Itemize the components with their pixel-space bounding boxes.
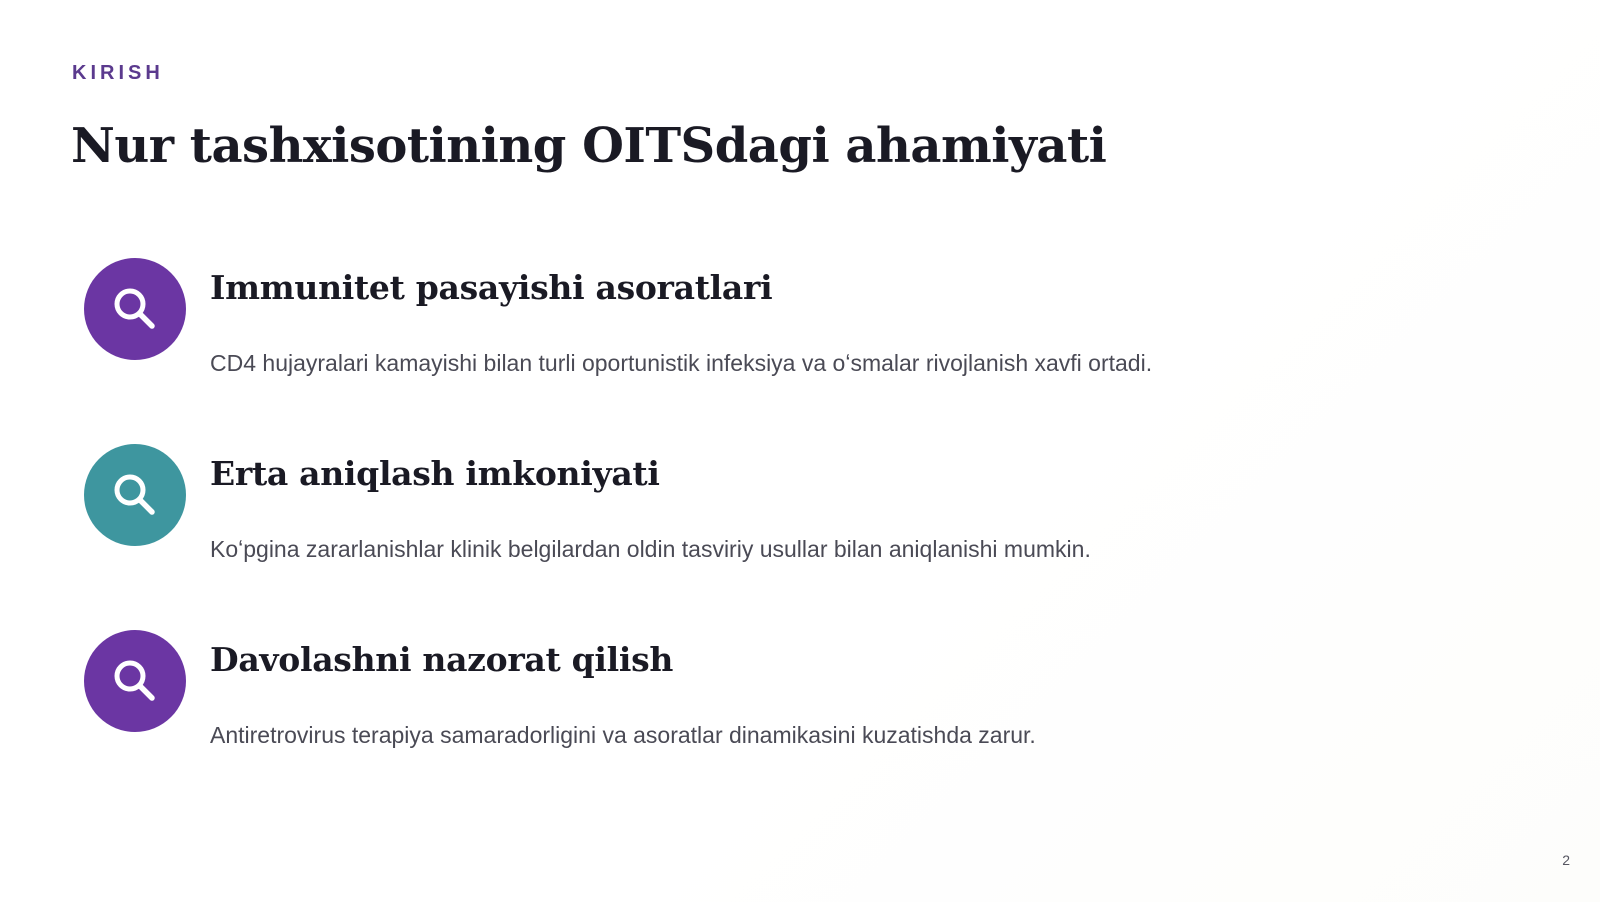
list-item: [84, 444, 1484, 562]
search-icon: [109, 283, 161, 335]
icon-badge: [84, 258, 186, 360]
slide-title: Nur tashxisotining OITSdagi ahamiyati: [71, 118, 1107, 174]
item-heading: Immunitet pasayishi asoratlari: [210, 268, 773, 307]
list-item: [84, 630, 1484, 748]
section-label: KIRISH: [72, 62, 164, 84]
search-icon: [109, 469, 161, 521]
page-number: 2: [1562, 852, 1570, 868]
icon-badge: [84, 444, 186, 546]
item-description: Antiretrovirus terapiya samaradorligini va asoratlar dinamikasini kuzatishda zarur.: [210, 722, 1036, 748]
icon-badge: [84, 630, 186, 732]
item-description: CD4 hujayralari kamayishi bilan turli oportunistik infeksiya va oʻsmalar rivojlanish xavfi ortadi.: [210, 350, 1153, 376]
list-item: [84, 258, 1484, 376]
item-description: Koʻpgina zararlanishlar klinik belgilardan oldin tasviriy usullar bilan aniqlanishi mumkin.: [210, 536, 1091, 562]
item-heading: Erta aniqlash imkoniyati: [210, 454, 660, 493]
item-heading: Davolashni nazorat qilish: [210, 640, 674, 679]
search-icon: [109, 655, 161, 707]
